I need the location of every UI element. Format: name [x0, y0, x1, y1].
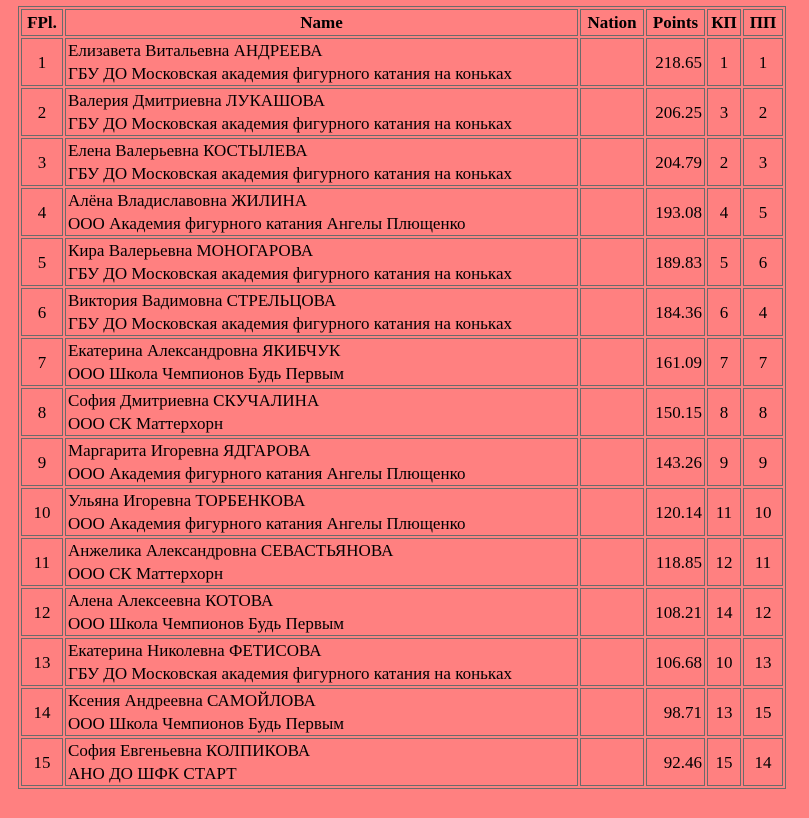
cell-nation: [580, 488, 644, 536]
header-kp: КП: [707, 9, 741, 36]
cell-place: 2: [21, 88, 63, 136]
cell-points: 92.46: [646, 738, 705, 786]
cell-points: 189.83: [646, 238, 705, 286]
skater-name: Екатерина Николевна ФЕТИСОВА: [68, 641, 322, 660]
cell-kp: 6: [707, 288, 741, 336]
cell-name: [65, 538, 578, 586]
cell-kp: 1: [707, 38, 741, 86]
skater-name: Ульяна Игоревна ТОРБЕНКОВА: [68, 491, 306, 510]
cell-points: 108.21: [646, 588, 705, 636]
table-row: [21, 588, 783, 636]
cell-pp: 7: [743, 338, 783, 386]
cell-name: [65, 188, 578, 236]
cell-kp: 13: [707, 688, 741, 736]
cell-points: 118.85: [646, 538, 705, 586]
skater-name: Анжелика Александровна СЕВАСТЬЯНОВА: [68, 541, 394, 560]
cell-kp: 8: [707, 388, 741, 436]
cell-place: 8: [21, 388, 63, 436]
skater-club: ООО СК Маттерхорн: [68, 414, 224, 433]
cell-name: [65, 638, 578, 686]
cell-nation: [580, 138, 644, 186]
table-row: [21, 38, 783, 86]
cell-kp: 14: [707, 588, 741, 636]
table-row: [21, 688, 783, 736]
cell-pp: 9: [743, 438, 783, 486]
skater-club: ООО Академия фигурного катания Ангелы Плющенко: [68, 464, 466, 483]
cell-name: [65, 238, 578, 286]
cell-points: 161.09: [646, 338, 705, 386]
results-table: [18, 6, 786, 789]
cell-points: 150.15: [646, 388, 705, 436]
cell-place: 6: [21, 288, 63, 336]
cell-place: 12: [21, 588, 63, 636]
cell-pp: 6: [743, 238, 783, 286]
cell-name: [65, 288, 578, 336]
cell-pp: 10: [743, 488, 783, 536]
cell-name: [65, 138, 578, 186]
skater-club: ГБУ ДО Московская академия фигурного катания на коньках: [68, 664, 512, 683]
cell-pp: 4: [743, 288, 783, 336]
cell-nation: [580, 38, 644, 86]
table-row: [21, 288, 783, 336]
skater-club: ООО Школа Чемпионов Будь Первым: [68, 364, 345, 383]
skater-name: Маргарита Игоревна ЯДГАРОВА: [68, 441, 311, 460]
skater-club: ООО Академия фигурного катания Ангелы Плющенко: [68, 514, 466, 533]
header-nation: Nation: [580, 9, 644, 36]
table-row: [21, 438, 783, 486]
cell-nation: [580, 238, 644, 286]
skater-club: ООО Академия фигурного катания Ангелы Плющенко: [68, 214, 466, 233]
cell-place: 3: [21, 138, 63, 186]
cell-name: [65, 38, 578, 86]
cell-nation: [580, 388, 644, 436]
cell-place: 10: [21, 488, 63, 536]
skater-name: Валерия Дмитриевна ЛУКАШОВА: [68, 91, 326, 110]
cell-kp: 7: [707, 338, 741, 386]
header-place: FPl.: [21, 9, 63, 36]
table-row: [21, 338, 783, 386]
cell-place: 13: [21, 638, 63, 686]
cell-name: [65, 738, 578, 786]
cell-place: 7: [21, 338, 63, 386]
skater-name: София Евгеньевна КОЛПИКОВА: [68, 741, 311, 760]
cell-name: [65, 588, 578, 636]
cell-nation: [580, 738, 644, 786]
cell-name: [65, 488, 578, 536]
skater-club: ООО Школа Чемпионов Будь Первым: [68, 714, 345, 733]
cell-kp: 5: [707, 238, 741, 286]
cell-place: 14: [21, 688, 63, 736]
cell-pp: 12: [743, 588, 783, 636]
cell-nation: [580, 288, 644, 336]
skater-name: София Дмитриевна СКУЧАЛИНА: [68, 391, 320, 410]
cell-name: [65, 438, 578, 486]
skater-name: Елизавета Витальевна АНДРЕЕВА: [68, 41, 323, 60]
cell-pp: 13: [743, 638, 783, 686]
skater-name: Виктория Вадимовна СТРЕЛЬЦОВА: [68, 291, 337, 310]
cell-name: [65, 688, 578, 736]
cell-pp: 3: [743, 138, 783, 186]
cell-points: 184.36: [646, 288, 705, 336]
cell-points: 204.79: [646, 138, 705, 186]
header-name: Name: [65, 9, 578, 36]
cell-kp: 3: [707, 88, 741, 136]
cell-pp: 1: [743, 38, 783, 86]
cell-kp: 9: [707, 438, 741, 486]
cell-pp: 5: [743, 188, 783, 236]
cell-pp: 8: [743, 388, 783, 436]
table-row: [21, 188, 783, 236]
cell-nation: [580, 638, 644, 686]
cell-points: 98.71: [646, 688, 705, 736]
cell-nation: [580, 338, 644, 386]
cell-place: 4: [21, 188, 63, 236]
cell-nation: [580, 438, 644, 486]
cell-points: 218.65: [646, 38, 705, 86]
cell-kp: 15: [707, 738, 741, 786]
table-row: [21, 488, 783, 536]
skater-name: Екатерина Александровна ЯКИБЧУК: [68, 341, 341, 360]
cell-points: 120.14: [646, 488, 705, 536]
cell-place: 11: [21, 538, 63, 586]
cell-name: [65, 388, 578, 436]
skater-club: ООО Школа Чемпионов Будь Первым: [68, 614, 345, 633]
skater-name: Кира Валерьевна МОНОГАРОВА: [68, 241, 314, 260]
cell-pp: 2: [743, 88, 783, 136]
skater-club: ГБУ ДО Московская академия фигурного катания на коньках: [68, 114, 512, 133]
header-points: Points: [646, 9, 705, 36]
cell-kp: 11: [707, 488, 741, 536]
cell-nation: [580, 88, 644, 136]
cell-kp: 4: [707, 188, 741, 236]
cell-place: 9: [21, 438, 63, 486]
cell-pp: 14: [743, 738, 783, 786]
skater-name: Елена Валерьевна КОСТЫЛЕВА: [68, 141, 308, 160]
table-row: [21, 738, 783, 786]
table-row: [21, 388, 783, 436]
cell-points: 143.26: [646, 438, 705, 486]
skater-club: ГБУ ДО Московская академия фигурного катания на коньках: [68, 164, 512, 183]
skater-club: ГБУ ДО Московская академия фигурного катания на коньках: [68, 314, 512, 333]
skater-name: Ксения Андреевна САМОЙЛОВА: [68, 691, 316, 710]
table-row: [21, 638, 783, 686]
skater-club: ГБУ ДО Московская академия фигурного катания на коньках: [68, 264, 512, 283]
table-row: [21, 238, 783, 286]
results-table-body: [21, 38, 783, 786]
cell-points: 106.68: [646, 638, 705, 686]
cell-kp: 2: [707, 138, 741, 186]
cell-nation: [580, 538, 644, 586]
cell-pp: 15: [743, 688, 783, 736]
cell-points: 206.25: [646, 88, 705, 136]
skater-club: ООО СК Маттерхорн: [68, 564, 224, 583]
table-row: [21, 138, 783, 186]
cell-nation: [580, 588, 644, 636]
skater-club: АНО ДО ШФК СТАРТ: [68, 764, 237, 783]
cell-place: 15: [21, 738, 63, 786]
cell-place: 5: [21, 238, 63, 286]
cell-pp: 11: [743, 538, 783, 586]
cell-kp: 12: [707, 538, 741, 586]
cell-nation: [580, 688, 644, 736]
table-row: [21, 538, 783, 586]
cell-name: [65, 338, 578, 386]
header-row: [21, 9, 783, 36]
cell-nation: [580, 188, 644, 236]
cell-name: [65, 88, 578, 136]
cell-points: 193.08: [646, 188, 705, 236]
header-pp: ПП: [743, 9, 783, 36]
skater-name: Алена Алексеевна КОТОВА: [68, 591, 274, 610]
skater-name: Алёна Владиславовна ЖИЛИНА: [68, 191, 308, 210]
skater-club: ГБУ ДО Московская академия фигурного катания на коньках: [68, 64, 512, 83]
cell-place: 1: [21, 38, 63, 86]
results-table-header: [21, 9, 783, 36]
cell-kp: 10: [707, 638, 741, 686]
table-row: [21, 88, 783, 136]
